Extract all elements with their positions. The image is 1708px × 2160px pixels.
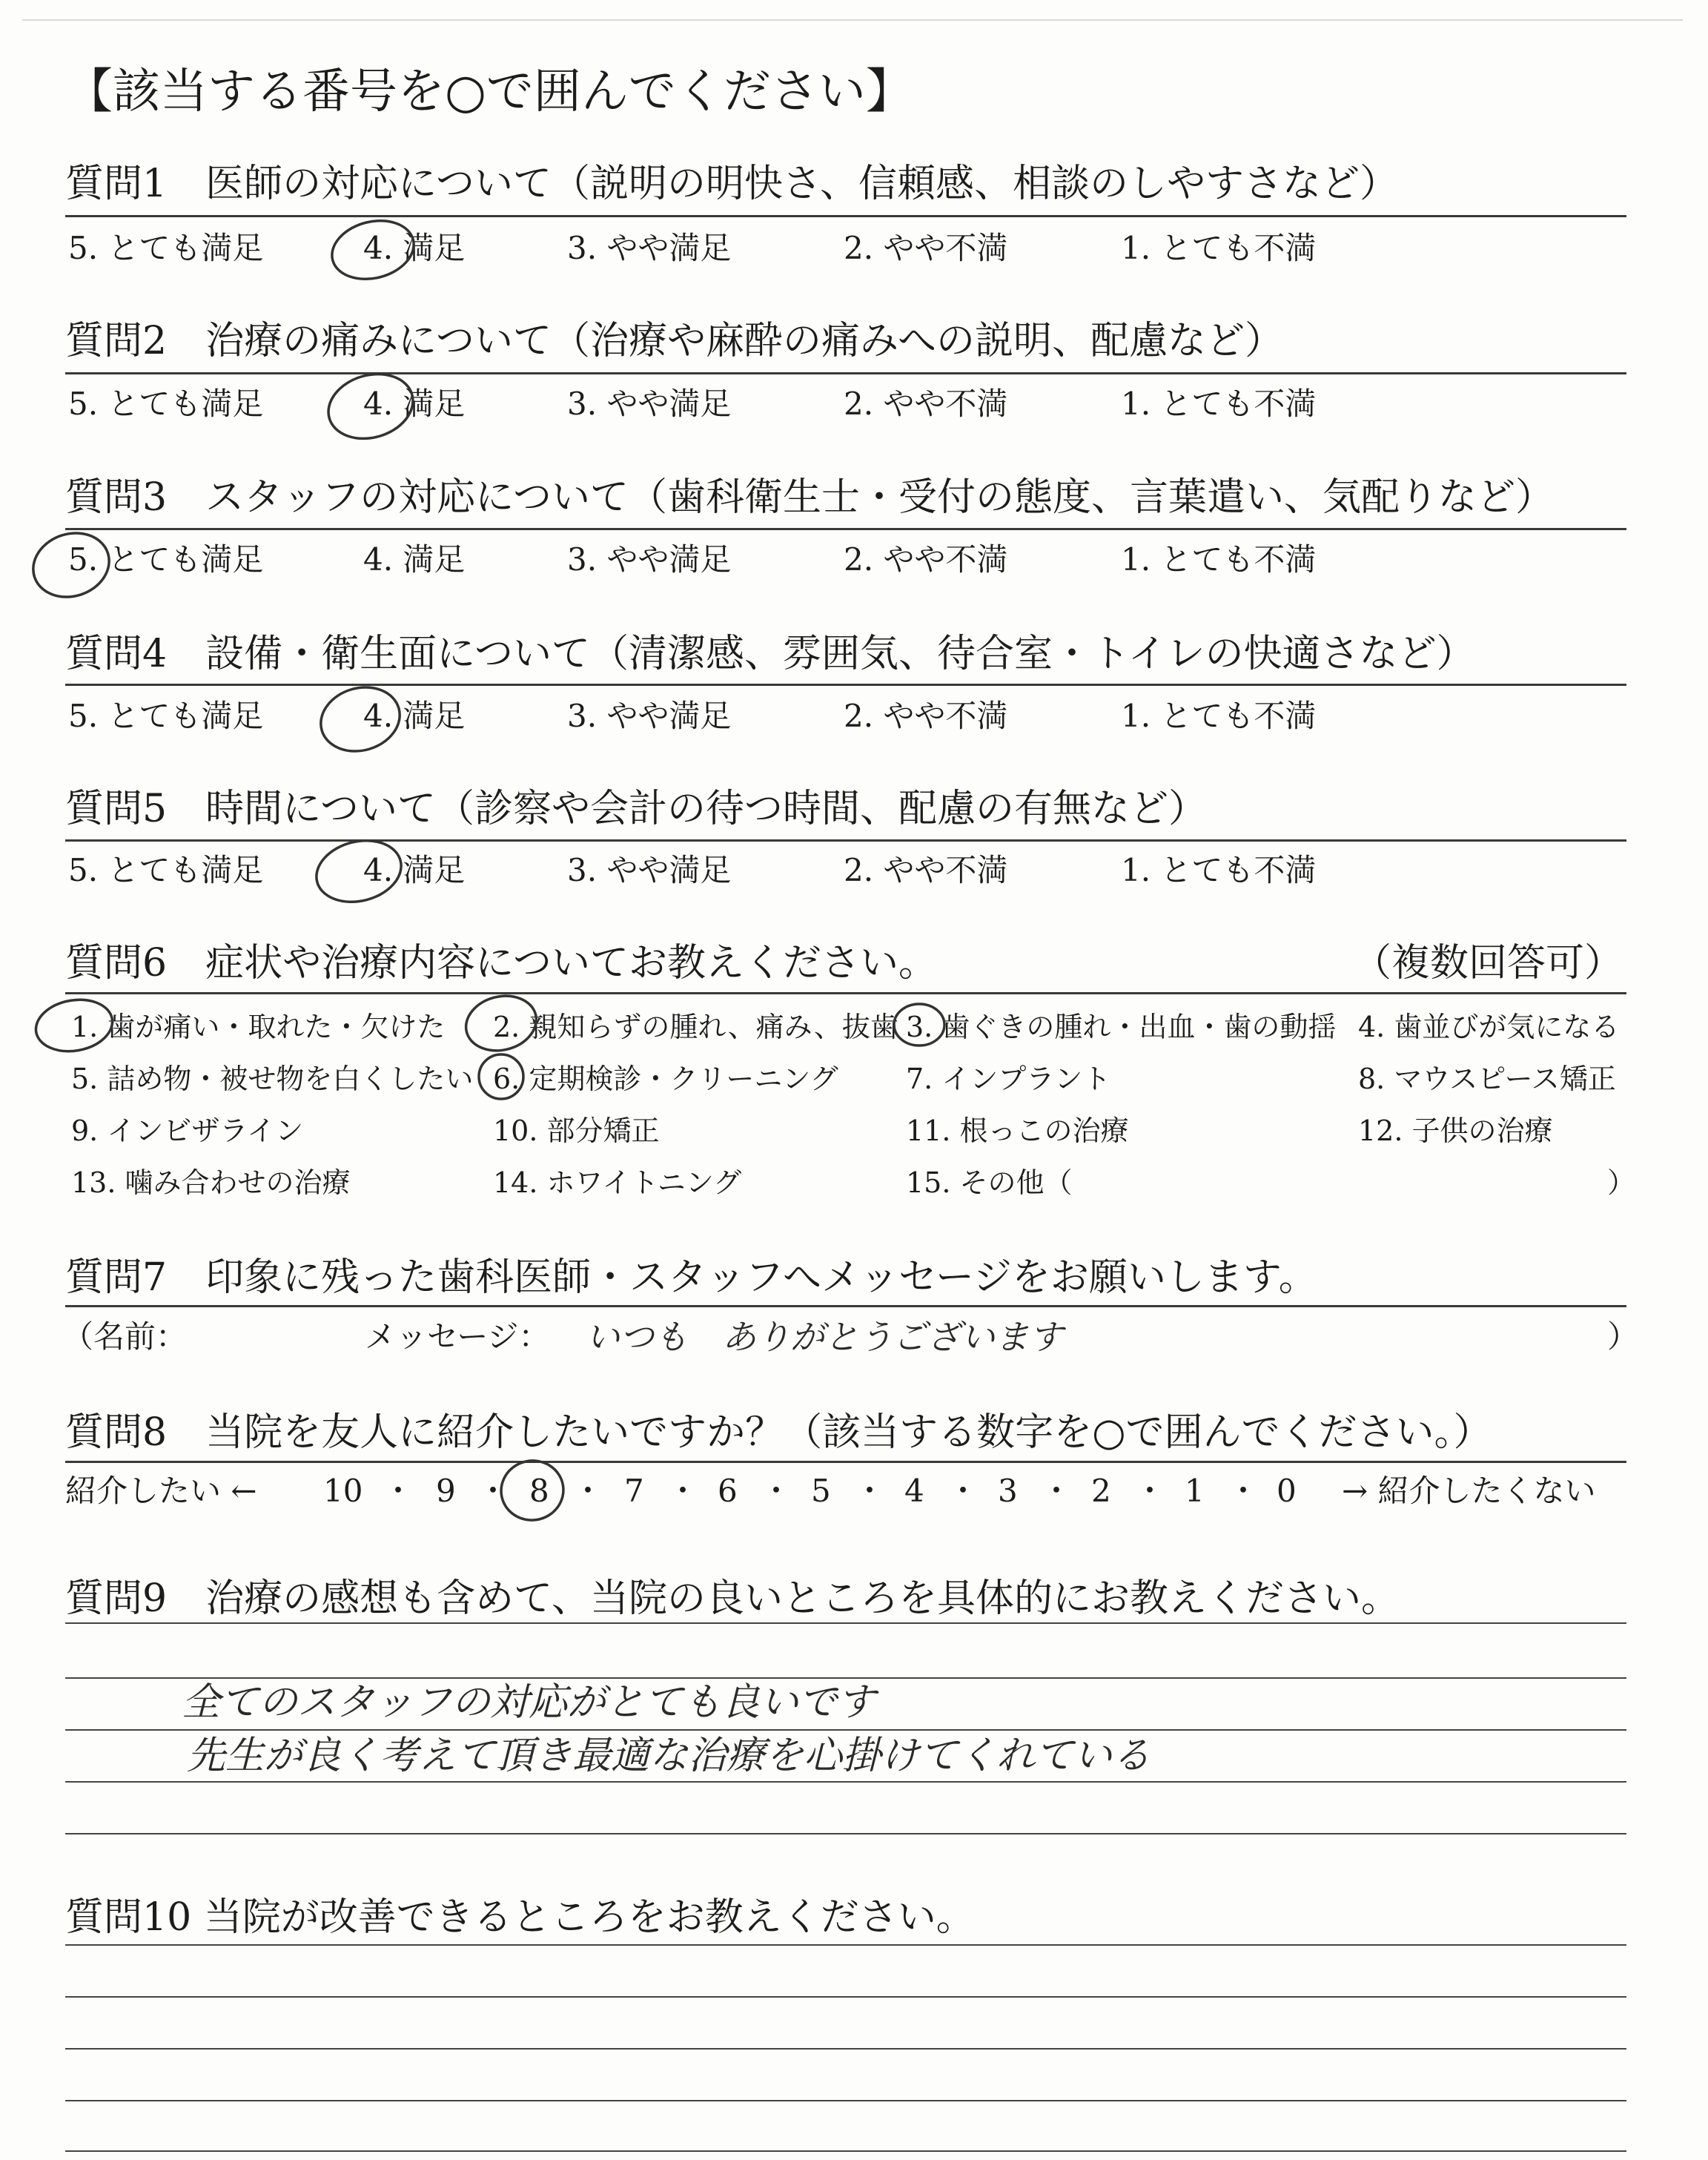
q8-separator: ・: [854, 1473, 886, 1509]
q3-option-5[interactable]: 5. とても満足: [68, 541, 264, 578]
q7-message-label: メッセージ：: [365, 1318, 550, 1355]
q4-option-4[interactable]: 4. 満足: [363, 698, 466, 734]
q8-separator: ・: [667, 1473, 699, 1509]
q6-item-5[interactable]: 5. 詰め物・被せ物を白くしたい: [71, 1063, 474, 1095]
q3-selected-circle: [25, 524, 118, 607]
q3-option-2[interactable]: 2. やや不満: [844, 541, 1008, 578]
q9-answer-line-2[interactable]: 先生が良く考えて頂き最適な治療を心掛けてくれている: [187, 1734, 1151, 1778]
q8-scale-0[interactable]: 0: [1277, 1473, 1297, 1509]
q6-item-10[interactable]: 10. 部分矯正: [493, 1114, 660, 1147]
q8-scale-8[interactable]: 8: [529, 1473, 549, 1509]
q6-item-14[interactable]: 14. ホワイトニング: [493, 1166, 742, 1199]
q6-item-2-circle: [460, 988, 543, 1057]
q6-item-7[interactable]: 7. インプラント: [906, 1063, 1111, 1095]
q6-item-4[interactable]: 4. 歯並びが気になる: [1358, 1011, 1620, 1043]
q7-name-label: （名前：: [62, 1318, 188, 1355]
q8-separator: ・: [1134, 1473, 1166, 1509]
q1-option-5[interactable]: 5. とても満足: [68, 230, 264, 266]
q1-title: 質問1 医師の対応について（説明の明快さ、信頼感、相談のしやすさなど）: [65, 162, 1398, 206]
q6-item-15[interactable]: 15. その他（: [906, 1166, 1073, 1199]
q7-close-paren: ）: [1607, 1318, 1639, 1355]
q6-item-6-circle: [479, 1054, 523, 1099]
q2-option-5[interactable]: 5. とても満足: [68, 386, 264, 422]
q1-option-3[interactable]: 3. やや満足: [567, 230, 732, 266]
q9-answer-line-1[interactable]: 全てのスタッフの対応がとても良いです: [182, 1680, 876, 1725]
q4-selected-circle: [314, 678, 408, 761]
q8-scale-10[interactable]: 10: [323, 1473, 363, 1509]
q5-selected-circle: [310, 832, 408, 911]
q8-scale-1[interactable]: 1: [1185, 1473, 1205, 1509]
q6-item-1[interactable]: 1. 歯が痛い・取れた・欠けた: [71, 1011, 446, 1043]
q6-other-close-paren: ）: [1607, 1166, 1636, 1199]
q8-separator: ・: [383, 1473, 414, 1509]
q1-option-1[interactable]: 1. とても不満: [1121, 230, 1317, 266]
q8-selected-circle: [497, 1456, 569, 1525]
q6-item-1-circle: [32, 994, 116, 1057]
q6-item-6[interactable]: 6. 定期検診・クリーニング: [493, 1063, 838, 1095]
q4-option-2[interactable]: 2. やや不満: [844, 698, 1008, 734]
q6-item-9[interactable]: 9. インビザライン: [71, 1114, 304, 1147]
q6-item-2[interactable]: 2. 親知らずの腫れ、痛み、抜歯: [493, 1011, 898, 1043]
q3-option-4[interactable]: 4. 満足: [363, 541, 466, 578]
q6-item-3[interactable]: 3. 歯ぐきの腫れ・出血・歯の動揺: [906, 1011, 1337, 1043]
q8-scale-2[interactable]: 2: [1091, 1473, 1111, 1509]
q8-scale-5[interactable]: 5: [811, 1473, 831, 1509]
instruction-title: 【該当する番号を○で囲んでください】: [65, 65, 913, 119]
q3-option-3[interactable]: 3. やや満足: [567, 541, 732, 578]
q6-item-3-circle: [894, 1004, 944, 1046]
q6-item-11[interactable]: 11. 根っこの治療: [906, 1114, 1129, 1147]
q2-selected-circle: [321, 365, 421, 449]
q7-message-value[interactable]: いつも ありがとうございます: [586, 1317, 1063, 1357]
q2-option-2[interactable]: 2. やや不満: [844, 386, 1008, 422]
q8-separator: ・: [761, 1473, 792, 1509]
q8-scale-7[interactable]: 7: [624, 1473, 644, 1509]
q1-selected-circle: [325, 213, 420, 288]
q5-option-2[interactable]: 2. やや不満: [844, 852, 1008, 888]
q8-scale-3[interactable]: 3: [998, 1473, 1018, 1509]
q2-option-4[interactable]: 4. 満足: [363, 386, 466, 422]
q8-scale-4[interactable]: 4: [904, 1473, 924, 1509]
q8-separator: ・: [1228, 1473, 1260, 1509]
q5-title: 質問5 時間について（診察や会計の待つ時間、配慮の有無など）: [65, 787, 1208, 831]
q4-option-3[interactable]: 3. やや満足: [567, 698, 732, 734]
q5-option-3[interactable]: 3. やや満足: [567, 852, 732, 888]
q4-option-1[interactable]: 1. とても不満: [1121, 698, 1317, 734]
q9-title: 質問9 治療の感想も含めて、当院の良いところを具体的にお教えください。: [65, 1576, 1400, 1621]
q7-title: 質問7 印象に残った歯科医師・スタッフへメッセージをお願いします。: [65, 1255, 1317, 1300]
q8-separator: ・: [477, 1473, 509, 1509]
q8-separator: ・: [572, 1473, 604, 1509]
q8-separator: ・: [947, 1473, 979, 1509]
q6-item-13[interactable]: 13. 噛み合わせの治療: [71, 1166, 351, 1199]
q2-title: 質問2 治療の痛みについて（治療や麻酔の痛みへの説明、配慮など）: [65, 319, 1284, 363]
q4-option-5[interactable]: 5. とても満足: [68, 698, 264, 734]
q5-option-5[interactable]: 5. とても満足: [68, 852, 264, 888]
q4-title: 質問4 設備・衛生面について（清潔感、雰囲気、待合室・トイレの快適さなど）: [65, 632, 1475, 676]
q2-option-1[interactable]: 1. とても不満: [1121, 386, 1317, 422]
q3-title: 質問3 スタッフの対応について（歯科衛生士・受付の態度、言葉遣い、気配りなど）: [65, 475, 1555, 520]
q5-option-1[interactable]: 1. とても不満: [1121, 852, 1317, 888]
q6-item-8[interactable]: 8. マウスピース矯正: [1358, 1063, 1616, 1095]
q1-option-2[interactable]: 2. やや不満: [844, 230, 1008, 266]
q8-scale-6[interactable]: 6: [718, 1473, 738, 1509]
q2-option-3[interactable]: 3. やや満足: [567, 386, 732, 422]
q8-right-label: → 紹介したくない: [1342, 1473, 1596, 1509]
q5-option-4[interactable]: 4. 満足: [363, 852, 466, 888]
q8-title: 質問8 当院を友人に紹介したいですか？（該当する数字を○で囲んでください。）: [65, 1410, 1492, 1455]
q1-option-4[interactable]: 4. 満足: [363, 230, 466, 266]
q8-scale-9[interactable]: 9: [436, 1473, 456, 1509]
q10-title: 質問10 当院が改善できるところをお教えください。: [65, 1895, 975, 1940]
q3-option-1[interactable]: 1. とても不満: [1121, 541, 1317, 578]
q6-title: 質問6 症状や治療内容についてお教えください。: [65, 941, 938, 985]
q6-multiple-note: （複数回答可）: [1353, 941, 1623, 985]
q8-separator: ・: [1041, 1473, 1073, 1509]
q8-left-label: 紹介したい ←: [65, 1473, 257, 1509]
q6-item-12[interactable]: 12. 子供の治療: [1358, 1114, 1553, 1147]
